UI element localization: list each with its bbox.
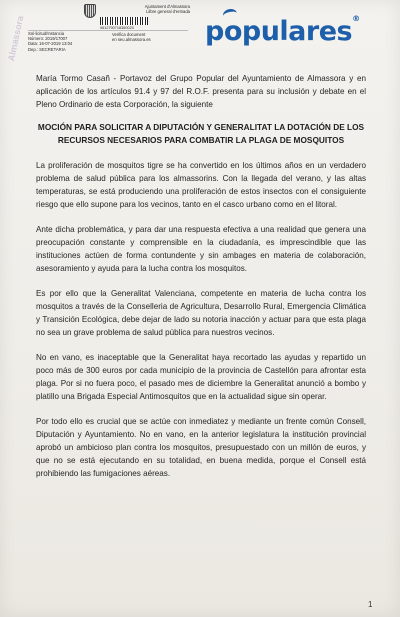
populares-logo <box>205 16 365 52</box>
watermark-stamp: Almassora <box>6 14 26 63</box>
stamp-council-line2: Llibre general d'entrada <box>146 9 190 15</box>
stamp-verify-line: Verifica document <box>112 32 146 37</box>
body-paragraph: Por todo ello es crucial que se actúe con inmediatez y mediante un frente común Consell, Diputación y Ayuntamiento. No en vano, en la anterior legislatura la institución provincial aprobó un ambicioso plan contra los mosquitos, presupuestado con un millón de euros, y que no se está ejecutando en su totalidad, en buena medida, porque el Consell está prohibiendo las fumigaciones aéreas. <box>36 417 366 478</box>
logo-registered-mark: ® <box>352 14 360 23</box>
motion-title: MOCIÓN PARA SOLICITAR A DIPUTACIÓN Y GENERALITAT LA DOTACIÓN DE LOS RECURSOS NECESARIOS PARA COMBATIR LA PLAGA DE MOSQUITOS <box>37 122 365 145</box>
stamp-meta <box>28 31 88 52</box>
stamp-verify-line: en seu.almassora.es <box>112 37 151 43</box>
body-paragraph: No en vano, es inaceptable que la Generalitat haya recortado las ayudas y repartido un poco más de 300 euros por cada municipio de la provincia de Castellón para afrontar esta plaga. Por si no fuera poco, el pasado mes de diciembre la Generalitat anunció a bombo y platillo una Brigada Especial Antimosquitos que en la actualidad sigue sin operar. <box>36 353 366 401</box>
stamp-meta-line: Sol·licitud/Instancia <box>28 31 65 36</box>
body-paragraph: La proliferación de mosquitos tigre se ha convertido en los últimos años en un verdadero problema de salud pública para los almassorins. Con la llegada del verano, y las altas temperaturas, se está produciendo una proliferación de estos insectos con el consiguiente riesgo que ello supone para los vecinos, tanto en el casco urbano como en el litoral. <box>36 161 366 209</box>
logo-text: populares <box>205 16 353 47</box>
document-body <box>36 72 366 480</box>
barcode-icon <box>100 17 148 25</box>
body-paragraph: Es por ello que la Generalitat Valenciana, competente en materia de lucha contra los mosquitos a través de la Conselleria de Agricultura, Desarrollo Rural, Emergencia Climática y Transición Ecológica, debe dejar de lado su notoria inacción y actuar para que esta plaga no sea un grave problema de salud pública para nuestros vecinos. <box>36 289 366 337</box>
intro-paragraph: María Tormo Casañ - Portavoz del Grupo Popular del Ayuntamiento de Almassora y en aplicación de los artículos 91.4 y 97 del R.O.F. presenta para su inclusión y debate en el Pleno Ordinario de esta Corporación, la siguiente <box>36 74 366 109</box>
stamp-council <box>110 4 190 14</box>
body-paragraph: Ante dicha problemática, y para dar una respuesta efectiva a una realidad que genera una preocupación constante y comprensible en la ciudadanía, es imprescindible que las instituciones actúen de forma contundente y sin ambages en materia de colaboración, asesoramiento y ayuda para la lucha contra los mosquitos. <box>36 225 366 273</box>
stamp-verify <box>112 32 192 42</box>
stamp-council-line1: Ajuntament d'Almassora <box>144 4 190 9</box>
stamp-meta-line: Número: 2019/17007 <box>28 36 68 42</box>
council-crest-icon <box>84 4 96 18</box>
registry-stamp <box>28 4 188 66</box>
page-number: 1 <box>368 600 373 609</box>
stamp-meta-line: Data: 16-07-2019 13:04 <box>28 41 73 47</box>
stamp-meta-line: Dep.: SECRETARIA <box>28 46 66 52</box>
barcode-number: 0612790718360023 <box>100 26 134 30</box>
